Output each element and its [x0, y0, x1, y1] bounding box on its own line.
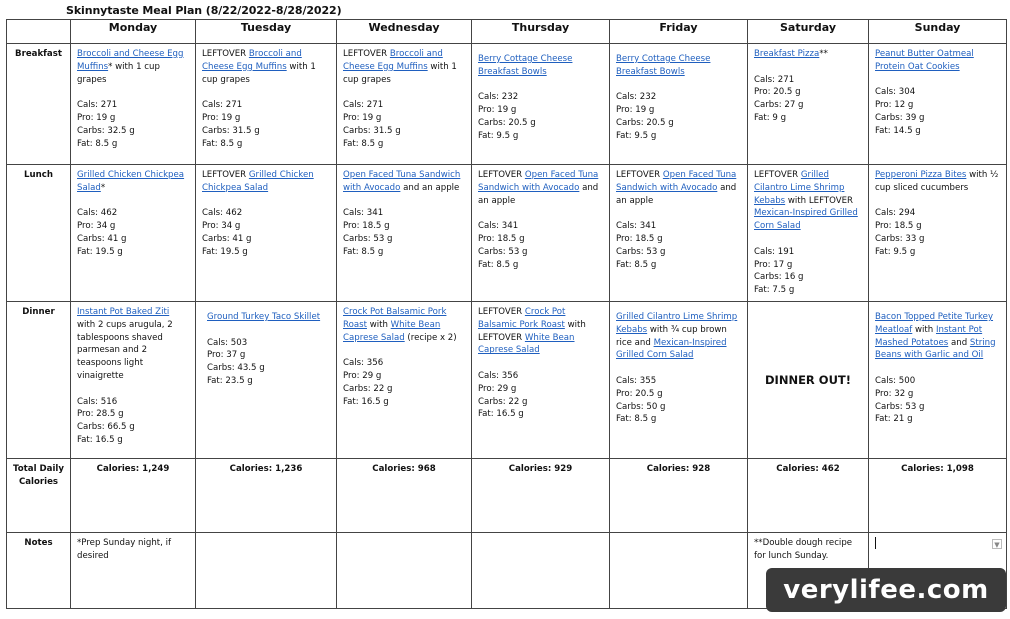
pro: Pro: 18.5 g	[875, 221, 922, 232]
fat: Fat: 8.5 g	[343, 246, 384, 257]
chevron-down-icon[interactable]: ▼	[992, 539, 1002, 549]
meal-note: with LEFTOVER	[478, 319, 586, 343]
day-header-tuesday: Tuesday	[196, 20, 337, 44]
cals: Cals: 271	[754, 74, 795, 85]
cals: Cals: 462	[77, 208, 118, 219]
total-sunday: Calories: 1,098	[869, 458, 1007, 532]
recipe-link[interactable]: Open Faced Tuna Sandwich with Avocado	[616, 170, 737, 193]
carbs: Carbs: 43.5 g	[207, 363, 265, 374]
recipe-link-side[interactable]: White Bean Caprese Salad	[478, 332, 575, 356]
recipe-link[interactable]: Grilled Cilantro Lime Shrimp Kebabs	[616, 311, 738, 335]
recipe-link-side[interactable]: Mexican-Inspired Grilled Corn Salad	[616, 337, 727, 361]
fat: Fat: 16.5 g	[478, 409, 524, 420]
recipe-link[interactable]: Crock Pot Balsamic Pork Roast	[343, 306, 447, 330]
cals: Cals: 516	[77, 396, 118, 407]
corner-cell	[7, 20, 71, 44]
row-label-dinner: Dinner	[7, 301, 71, 458]
cals: Cals: 356	[478, 370, 519, 381]
notes-monday: *Prep Sunday night, if desired	[71, 532, 196, 608]
lunch-monday	[71, 165, 196, 302]
cals: Cals: 304	[875, 87, 916, 98]
pro: Pro: 18.5 g	[616, 233, 663, 244]
recipe-link[interactable]: Broccoli and Cheese Egg Muffins	[202, 49, 302, 72]
carbs: Carbs: 20.5 g	[616, 117, 674, 128]
leftover-prefix: LEFTOVER	[343, 49, 390, 59]
fat: Fat: 19.5 g	[77, 246, 123, 257]
cals: Cals: 356	[343, 358, 384, 369]
fat: Fat: 8.5 g	[77, 138, 118, 149]
fat: Fat: 8.5 g	[478, 259, 519, 270]
text-cursor	[875, 537, 876, 549]
lunch-row	[7, 165, 1007, 302]
cals: Cals: 271	[77, 100, 118, 111]
page-title: Skinnytaste Meal Plan (8/22/2022-8/28/2022)	[66, 4, 342, 17]
pro: Pro: 29 g	[478, 383, 517, 394]
breakfast-sunday	[869, 44, 1007, 165]
total-wednesday: Calories: 968	[337, 458, 472, 532]
recipe-link[interactable]: Peanut Butter Oatmeal Protein Oat Cookies	[875, 49, 974, 72]
day-header-sunday: Sunday	[869, 20, 1007, 44]
recipe-link[interactable]: Open Faced Tuna Sandwich with Avocado	[478, 170, 599, 193]
pro: Pro: 32 g	[875, 388, 914, 399]
watermark-logo: verylifee.com	[766, 568, 1006, 612]
cals: Cals: 341	[616, 221, 657, 232]
pro: Pro: 19 g	[478, 105, 517, 116]
notes-tuesday[interactable]	[196, 532, 337, 608]
breakfast-tuesday	[196, 44, 337, 165]
meal-note: and an apple	[400, 182, 460, 193]
fat: Fat: 9.5 g	[616, 130, 657, 141]
pro: Pro: 12 g	[875, 100, 914, 111]
fat: Fat: 8.5 g	[616, 259, 657, 270]
cals: Cals: 191	[754, 246, 795, 257]
fat: Fat: 9.5 g	[875, 246, 916, 257]
carbs: Carbs: 66.5 g	[77, 422, 135, 433]
pro: Pro: 19 g	[616, 105, 655, 116]
carbs: Carbs: 22 g	[478, 396, 528, 407]
recipe-link-side[interactable]: Mexican-Inspired Grilled Corn Salad	[754, 208, 858, 232]
carbs: Carbs: 53 g	[616, 246, 666, 257]
meal-plan-table	[6, 19, 1007, 609]
meal-note: with	[912, 324, 936, 335]
meal-note: with ¾ cup brown rice and	[616, 324, 727, 348]
fat: Fat: 14.5 g	[875, 125, 921, 136]
carbs: Carbs: 27 g	[754, 100, 804, 111]
carbs: Carbs: 53 g	[478, 246, 528, 257]
recipe-link[interactable]: Ground Turkey Taco Skillet	[207, 311, 321, 322]
pro: Pro: 28.5 g	[77, 409, 124, 420]
carbs: Carbs: 20.5 g	[478, 117, 536, 128]
breakfast-wednesday	[337, 44, 472, 165]
pro: Pro: 18.5 g	[478, 233, 525, 244]
fat: Fat: 23.5 g	[207, 375, 253, 386]
pro: Pro: 20.5 g	[616, 388, 663, 399]
dinner-tuesday	[196, 301, 337, 458]
breakfast-saturday	[748, 44, 869, 165]
cals: Cals: 503	[207, 337, 248, 348]
meal-note-2: (recipe x 2)	[404, 332, 457, 343]
pro: Pro: 19 g	[343, 112, 382, 123]
leftover-prefix: LEFTOVER	[478, 170, 525, 180]
meal-note: and an apple	[478, 182, 599, 206]
recipe-link[interactable]: Open Faced Tuna Sandwich with Avocado	[343, 170, 461, 193]
recipe-link-side[interactable]: Instant Pot Mashed Potatoes	[875, 324, 983, 348]
total-monday: Calories: 1,249	[71, 458, 196, 532]
pro: Pro: 34 g	[202, 221, 241, 232]
cals: Cals: 232	[478, 92, 519, 103]
row-label-breakfast: Breakfast	[7, 44, 71, 165]
carbs: Carbs: 41 g	[77, 233, 127, 244]
recipe-link[interactable]: Grilled Cilantro Lime Shrimp Kebabs	[754, 170, 845, 206]
breakfast-row	[7, 44, 1007, 165]
day-header-friday: Friday	[610, 20, 748, 44]
carbs: Carbs: 16 g	[754, 272, 804, 283]
total-saturday: Calories: 462	[748, 458, 869, 532]
lunch-sunday	[869, 165, 1007, 302]
pro: Pro: 18.5 g	[343, 221, 390, 232]
lunch-friday	[610, 165, 748, 302]
day-header-wednesday: Wednesday	[337, 20, 472, 44]
meal-note: * with 1 cup grapes	[77, 61, 160, 85]
fat: Fat: 8.5 g	[616, 414, 657, 425]
lunch-tuesday	[196, 165, 337, 302]
fat: Fat: 16.5 g	[343, 396, 389, 407]
breakfast-monday	[71, 44, 196, 165]
meal-note-2: and	[948, 337, 970, 348]
leftover-prefix: LEFTOVER	[478, 306, 525, 317]
meal-note: with 1 cup grapes	[343, 61, 457, 85]
recipe-link[interactable]: Instant Pot Baked Ziti	[77, 306, 170, 317]
pro: Pro: 37 g	[207, 350, 246, 361]
recipe-link-side-2[interactable]: String Beans with Garlic and Oil	[875, 337, 996, 361]
carbs: Carbs: 32.5 g	[77, 125, 135, 136]
meal-note: and an apple	[616, 182, 737, 206]
dinner-sunday	[869, 301, 1007, 458]
dinner-wednesday	[337, 301, 472, 458]
fat: Fat: 9.5 g	[478, 130, 519, 141]
recipe-link[interactable]: Crock Pot Balsamic Pork Roast	[478, 306, 566, 330]
day-header-saturday: Saturday	[748, 20, 869, 44]
recipe-link[interactable]: Breakfast Pizza	[754, 49, 820, 59]
carbs: Carbs: 33 g	[875, 233, 925, 244]
leftover-prefix: LEFTOVER	[202, 170, 249, 180]
dinner-monday	[71, 301, 196, 458]
dinner-thursday	[472, 301, 610, 458]
carbs: Carbs: 31.5 g	[343, 125, 401, 136]
notes-saturday: **Double dough recipe for lunch Sunday.	[748, 532, 869, 608]
lunch-saturday	[748, 165, 869, 302]
notes-friday[interactable]	[610, 532, 748, 608]
dinner-out-label: DINNER OUT!	[765, 372, 851, 387]
row-label-total: Total Daily Calories	[7, 458, 71, 532]
cals: Cals: 294	[875, 208, 916, 219]
recipe-link-side[interactable]: White Bean Caprese Salad	[343, 319, 441, 343]
meal-note: with LEFTOVER	[785, 195, 854, 206]
meal-note: **	[819, 49, 828, 59]
day-header-monday: Monday	[71, 20, 196, 44]
lunch-wednesday	[337, 165, 472, 302]
meal-note: *	[100, 182, 106, 193]
carbs: Carbs: 31.5 g	[202, 125, 260, 136]
recipe-link[interactable]: Broccoli and Cheese Egg Muffins	[77, 49, 184, 72]
dinner-saturday	[748, 301, 869, 458]
cals: Cals: 355	[616, 375, 657, 386]
breakfast-friday	[610, 44, 748, 165]
total-thursday: Calories: 929	[472, 458, 610, 532]
cals: Cals: 462	[202, 208, 243, 219]
fat: Fat: 7.5 g	[754, 285, 795, 296]
row-label-notes: Notes	[7, 532, 71, 608]
cals: Cals: 341	[343, 208, 384, 219]
carbs: Carbs: 53 g	[343, 233, 393, 244]
pro: Pro: 29 g	[343, 370, 382, 381]
recipe-link[interactable]: Berry Cottage Cheese Breakfast Bowls	[616, 54, 711, 77]
fat: Fat: 9 g	[754, 112, 787, 123]
total-friday: Calories: 928	[610, 458, 748, 532]
breakfast-thursday	[472, 44, 610, 165]
totals-row	[7, 458, 1007, 532]
lunch-thursday	[472, 165, 610, 302]
meal-note: with ½ cup sliced cucumbers	[875, 170, 999, 193]
row-label-lunch: Lunch	[7, 165, 71, 302]
leftover-prefix: LEFTOVER	[202, 49, 249, 59]
carbs: Carbs: 50 g	[616, 401, 666, 412]
pro: Pro: 34 g	[77, 221, 116, 232]
recipe-link[interactable]: Berry Cottage Cheese Breakfast Bowls	[478, 54, 573, 77]
fat: Fat: 8.5 g	[202, 138, 243, 149]
fat: Fat: 21 g	[875, 414, 913, 425]
recipe-link[interactable]: Broccoli and Cheese Egg Muffins	[343, 49, 443, 72]
total-tuesday: Calories: 1,236	[196, 458, 337, 532]
pro: Pro: 17 g	[754, 259, 793, 270]
dinner-row	[7, 301, 1007, 458]
notes-wednesday[interactable]	[337, 532, 472, 608]
pro: Pro: 20.5 g	[754, 87, 801, 98]
leftover-prefix: LEFTOVER	[754, 170, 801, 180]
fat: Fat: 19.5 g	[202, 246, 248, 257]
text-cursor-area[interactable]	[875, 537, 1000, 551]
recipe-link[interactable]: Grilled Chicken Chickpea Salad	[202, 170, 314, 193]
fat: Fat: 8.5 g	[343, 138, 384, 149]
pro: Pro: 19 g	[77, 112, 116, 123]
carbs: Carbs: 39 g	[875, 112, 925, 123]
fat: Fat: 16.5 g	[77, 434, 123, 445]
leftover-prefix: LEFTOVER	[616, 170, 663, 180]
recipe-link[interactable]: Grilled Chicken Chickpea Salad	[77, 170, 185, 193]
cals: Cals: 271	[343, 100, 384, 111]
carbs: Carbs: 41 g	[202, 233, 252, 244]
meal-note: with 2 cups arugula, 2 tablespoons shaved parmesan and 2 teaspoons light vinaigrette	[77, 319, 173, 381]
pro: Pro: 19 g	[202, 112, 241, 123]
cals: Cals: 500	[875, 375, 916, 386]
cals: Cals: 271	[202, 100, 243, 111]
header-row	[7, 20, 1007, 44]
carbs: Carbs: 53 g	[875, 401, 925, 412]
meal-note: with	[366, 319, 391, 330]
dinner-friday	[610, 301, 748, 458]
recipe-link[interactable]: Bacon Topped Petite Turkey Meatloaf	[875, 311, 994, 335]
carbs: Carbs: 22 g	[343, 383, 393, 394]
notes-thursday[interactable]	[472, 532, 610, 608]
recipe-link[interactable]: Pepperoni Pizza Bites	[875, 170, 967, 180]
cals: Cals: 341	[478, 221, 519, 232]
day-header-thursday: Thursday	[472, 20, 610, 44]
meal-note: with 1 cup grapes	[202, 61, 316, 85]
cals: Cals: 232	[616, 92, 657, 103]
